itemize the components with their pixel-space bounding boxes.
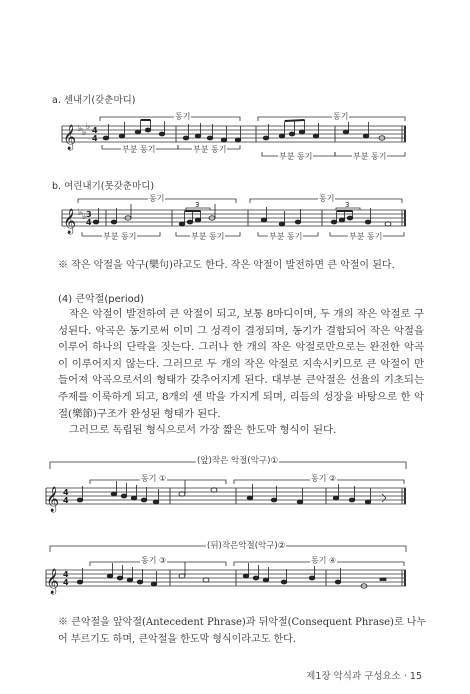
sub-label-b4: 부분 동기 (349, 232, 383, 241)
svg-text:♭: ♭ (86, 122, 91, 132)
motive-label-a1: 동기 (175, 112, 191, 121)
motive-2-label: 동기 ② (311, 474, 337, 483)
svg-text:♭: ♭ (82, 212, 87, 222)
svg-text:4: 4 (63, 496, 69, 505)
svg-text:♭: ♭ (78, 124, 83, 134)
example-a-caption: a. 센내기(갖춘마디) (52, 95, 136, 106)
sub-label-b1: 부분 동기 (103, 232, 137, 241)
svg-text:♭: ♭ (78, 208, 83, 218)
triplet-mark-1: 3 (195, 201, 200, 209)
motive-3-label: 동기 ③ (141, 556, 167, 565)
section-body (58, 306, 424, 439)
svg-text:4: 4 (92, 134, 98, 143)
svg-text:𝄞: 𝄞 (46, 487, 60, 512)
sub-label-a4: 부분 동기 (353, 152, 387, 161)
motive-label-b2: 동기 (319, 194, 335, 203)
svg-text:4: 4 (63, 570, 69, 579)
example-a-score (0, 100, 470, 170)
front-phrase-label: (앞)작은 악절(악구)① (197, 456, 279, 466)
note-phrase: ※ 작은 악절을 악구(樂句)라고도 한다. 작은 악절이 발전하면 큰 악절이 된다. (58, 260, 395, 271)
svg-text:3: 3 (86, 210, 92, 219)
svg-text:𝄞: 𝄞 (63, 209, 77, 234)
section-heading: (4) 큰악절(period) (58, 294, 144, 305)
svg-text:♭: ♭ (82, 128, 87, 138)
motive-label-a2: 동기 (333, 112, 349, 121)
svg-text:4: 4 (92, 126, 98, 135)
motive-4-label: 동기 ④ (311, 556, 337, 565)
sub-label-a3: 부분 동기 (279, 152, 313, 161)
paragraph-1: 작은 악절이 발전하여 큰 악절이 되고, 보통 8마디이며, 두 개의 작은 악절로 구성된다. 악곡은 동기로써 이미 그 성격이 결정되며, 동기가 결합되어 작은 악절을 이루어 하나의 단락을 짓는다. 그러나 한 개의 작은 악절로만으로는 완전한 악곡이 이루어지지 않는다. 그러므로 두 개의 작은 악절로 지속시키므로 큰 악절이 만들어져 악곡으로서의 형태가 갖추어지게 된다. 대부분 큰악절은 선율의 기초되는 주제를 이룩하게 되고, 8개의 센 박을 가지게 되며, 리듬의 성장을 바탕으로 한 악절(樂節)구조가 완성된 형태가 된다. (58, 308, 424, 420)
page-footer: 제1장 악식과 구성요소 · 15 (306, 671, 422, 682)
triplet-mark-2: 3 (345, 201, 350, 209)
svg-text:4: 4 (63, 578, 69, 587)
motive-1-label: 동기 ① (141, 474, 167, 483)
svg-text:4: 4 (86, 218, 92, 227)
svg-text:4: 4 (63, 488, 69, 497)
paragraph-2: 그러므로 독립된 형식으로서 가장 짧은 한도막 형식이 된다. (69, 424, 337, 437)
note-period: ※ 큰악절을 앞악절(Antecedent Phrase)과 뒤악절(Consequent Phrase)로 나누어 부르기도 하며, 큰악절을 한도막 형식이라고도 한다. (58, 617, 427, 645)
sub-label-b2: 부분 동기 (191, 232, 225, 241)
example-b-score (0, 190, 470, 252)
svg-text:𝄞: 𝄞 (46, 569, 60, 594)
svg-text:𝄞: 𝄞 (63, 125, 77, 150)
sub-label-b3: 부분 동기 (269, 232, 303, 241)
motive-label-b1: 동기 (149, 194, 165, 203)
back-phrase-label: (뒤)작은악절(악구)② (207, 541, 286, 551)
sub-label-a2: 부분 동기 (193, 145, 227, 154)
example-b-caption: b. 여린내기(못갖춘마디) (52, 181, 155, 192)
sub-label-a1: 부분 동기 (122, 145, 156, 154)
